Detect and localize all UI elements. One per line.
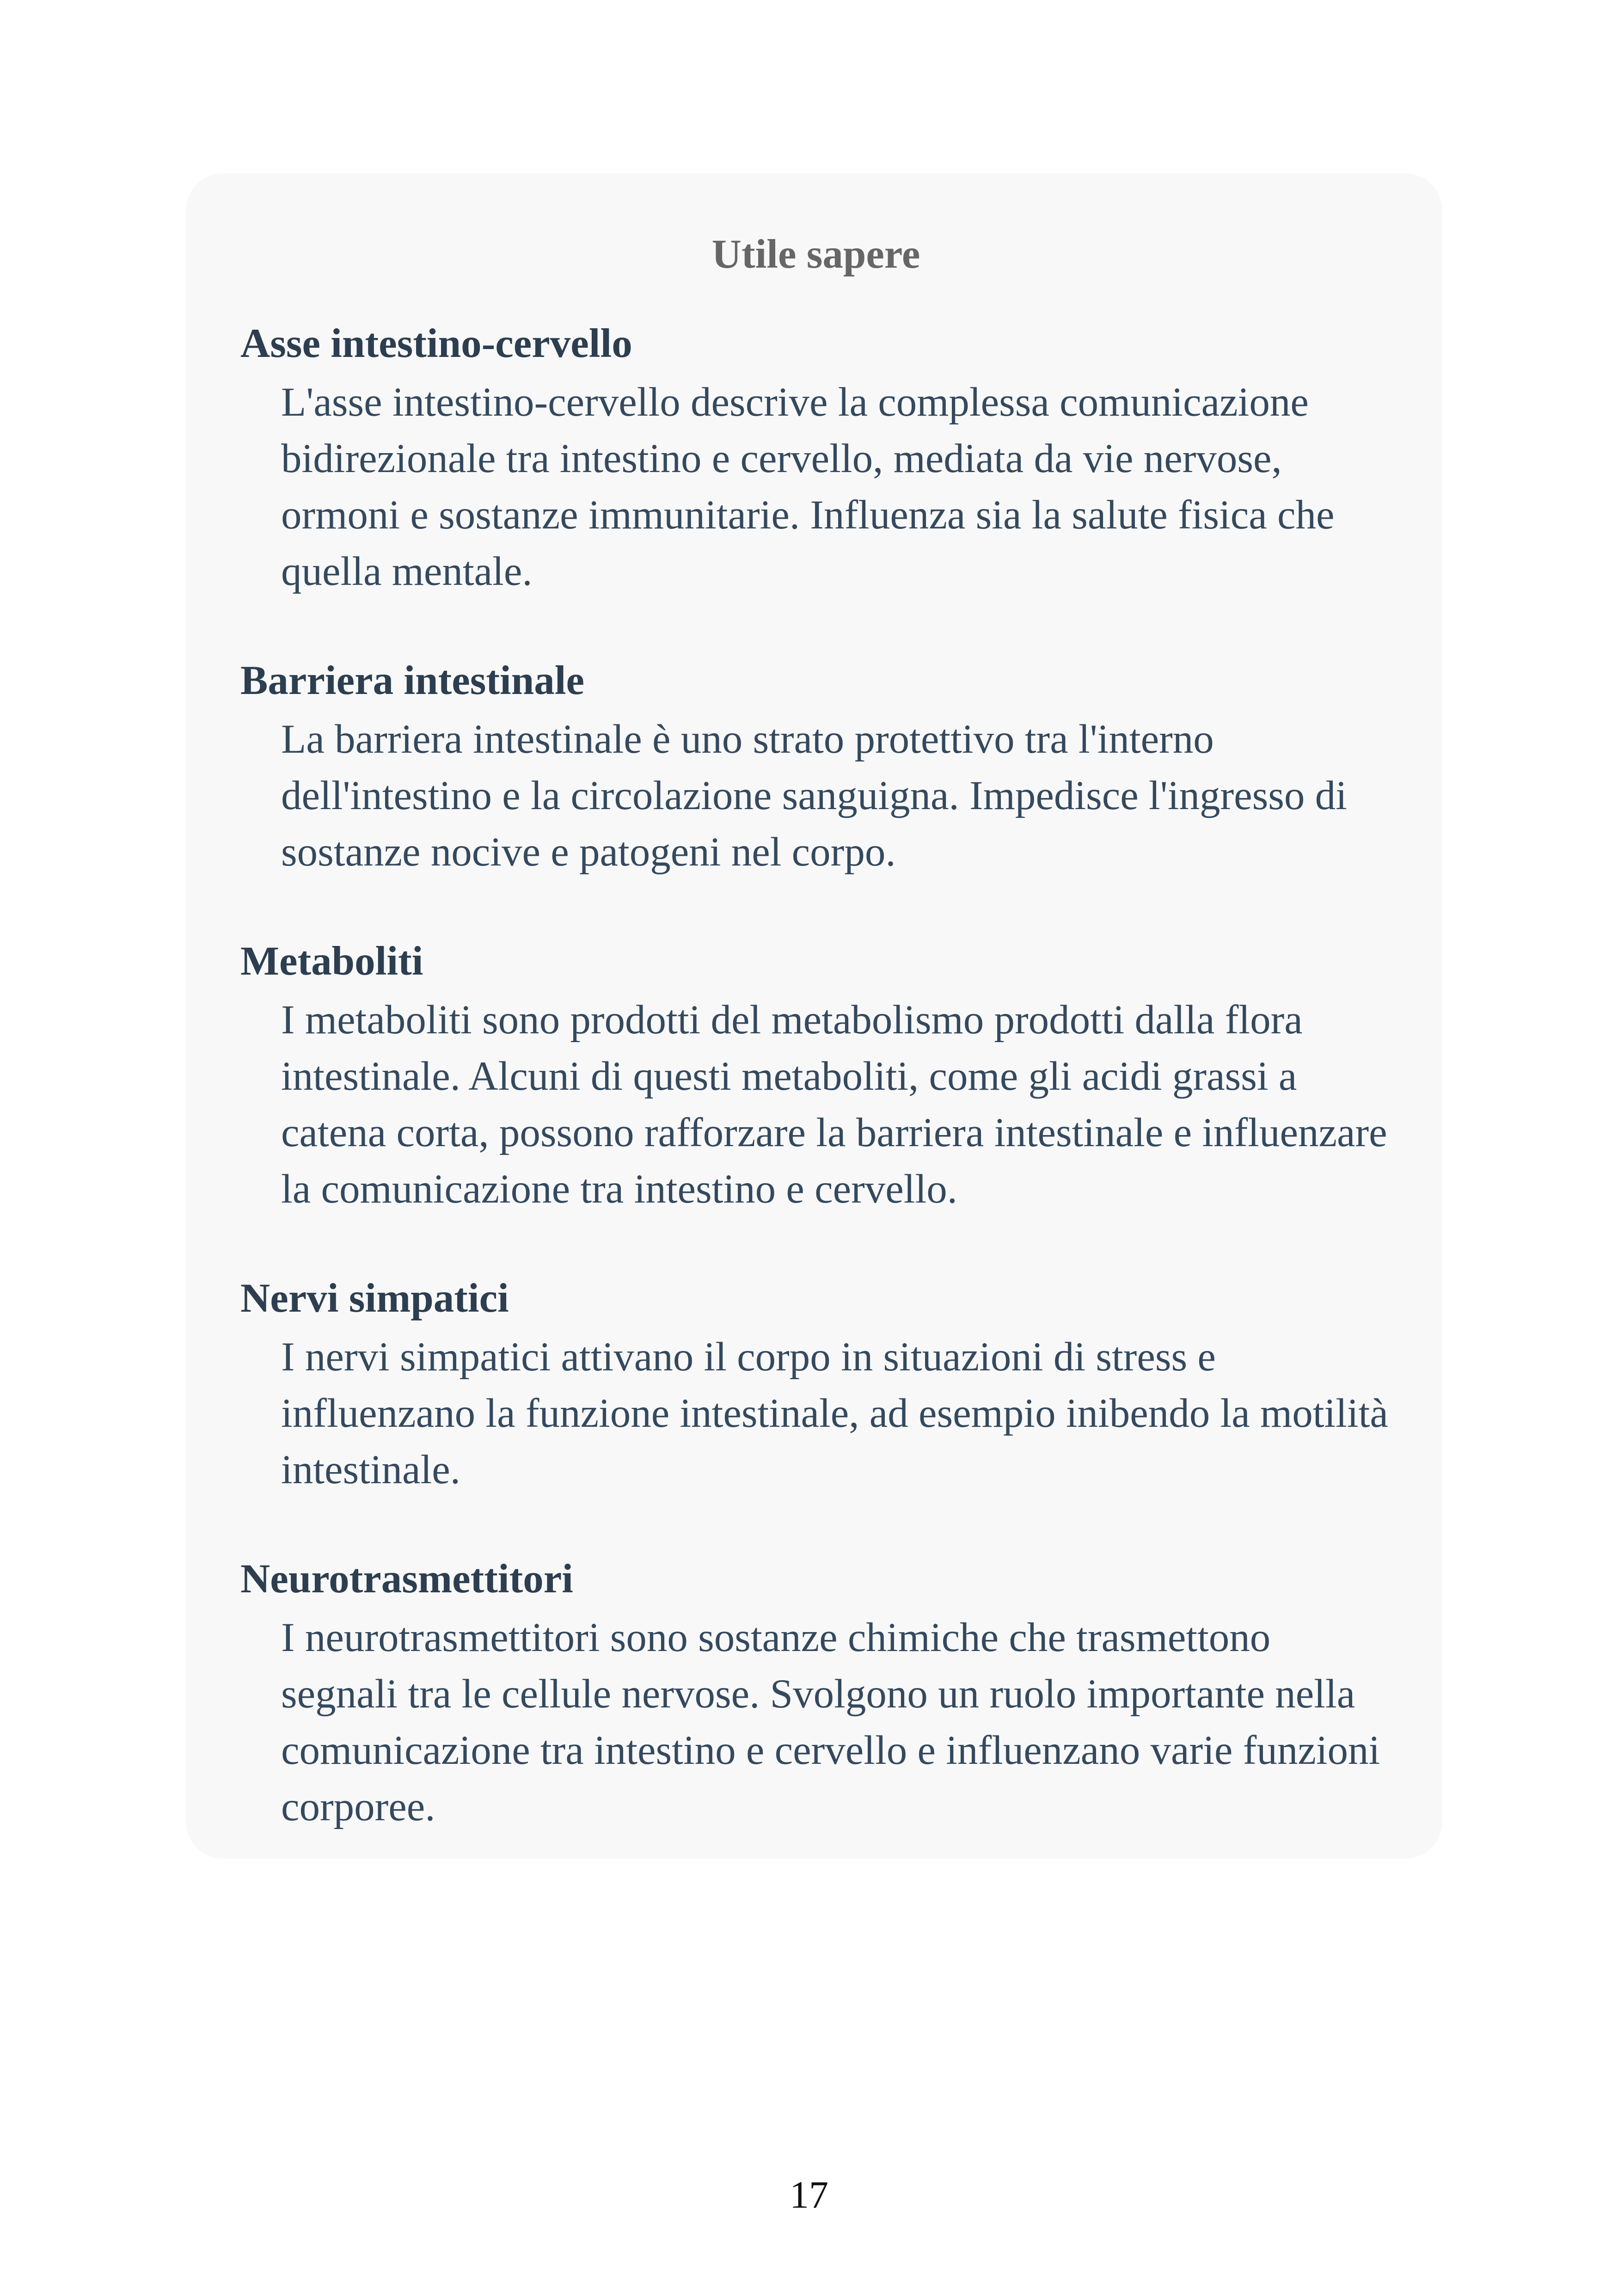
glossary-definition: I neurotrasmettitori sono sostanze chimiche che trasmettono segnali tra le cellule nervose. Svolgono un ruolo importante nella comunicazione tra intestino e cervello e influenzano varie funzioni corporee. bbox=[281, 1615, 1380, 1829]
glossary-definition: La barriera intestinale è uno strato protettivo tra l'interno dell'intestino e la circolazione sanguigna. Impedisce l'ingresso di sostanze nocive e patogeni nel corpo. bbox=[281, 717, 1347, 875]
info-box-title: Utile sapere bbox=[711, 232, 920, 277]
page-number: 17 bbox=[790, 2173, 828, 2216]
glossary-definition: I metaboliti sono prodotti del metabolismo prodotti dalla flora intestinale. Alcuni di questi metaboliti, come gli acidi grassi a catena corta, possono rafforzare la barriera intestinale e influenzare la comunicazione tra intestino e cervello. bbox=[281, 997, 1387, 1212]
glossary-term: Barriera intestinale bbox=[240, 658, 584, 703]
glossary-entry-metabolites bbox=[240, 938, 1391, 1217]
glossary-entry-neurotransmitters bbox=[240, 1556, 1391, 1835]
info-box bbox=[186, 173, 1442, 1859]
glossary-definition: L'asse intestino-cervello descrive la complessa comunicazione bidirezionale tra intestino e cervello, mediata da vie nervose, ormoni e sostanze immunitarie. Influenza sia la salute fisica che quella mentale. bbox=[281, 380, 1335, 594]
glossary-term: Metaboliti bbox=[240, 939, 423, 984]
glossary-entry-intestinal-barrier bbox=[240, 657, 1391, 880]
glossary-definition: I nervi simpatici attivano il corpo in situazioni di stress e influenzano la funzione intestinale, ad esempio inibendo la motilità intestinale. bbox=[281, 1334, 1388, 1492]
glossary-entry-gut-brain-axis bbox=[240, 320, 1391, 600]
glossary-entry-sympathetic-nerves bbox=[240, 1275, 1391, 1498]
glossary-term: Asse intestino-cervello bbox=[240, 321, 632, 366]
glossary-term: Neurotrasmettitori bbox=[240, 1556, 573, 1602]
glossary-term: Nervi simpatici bbox=[240, 1276, 509, 1321]
